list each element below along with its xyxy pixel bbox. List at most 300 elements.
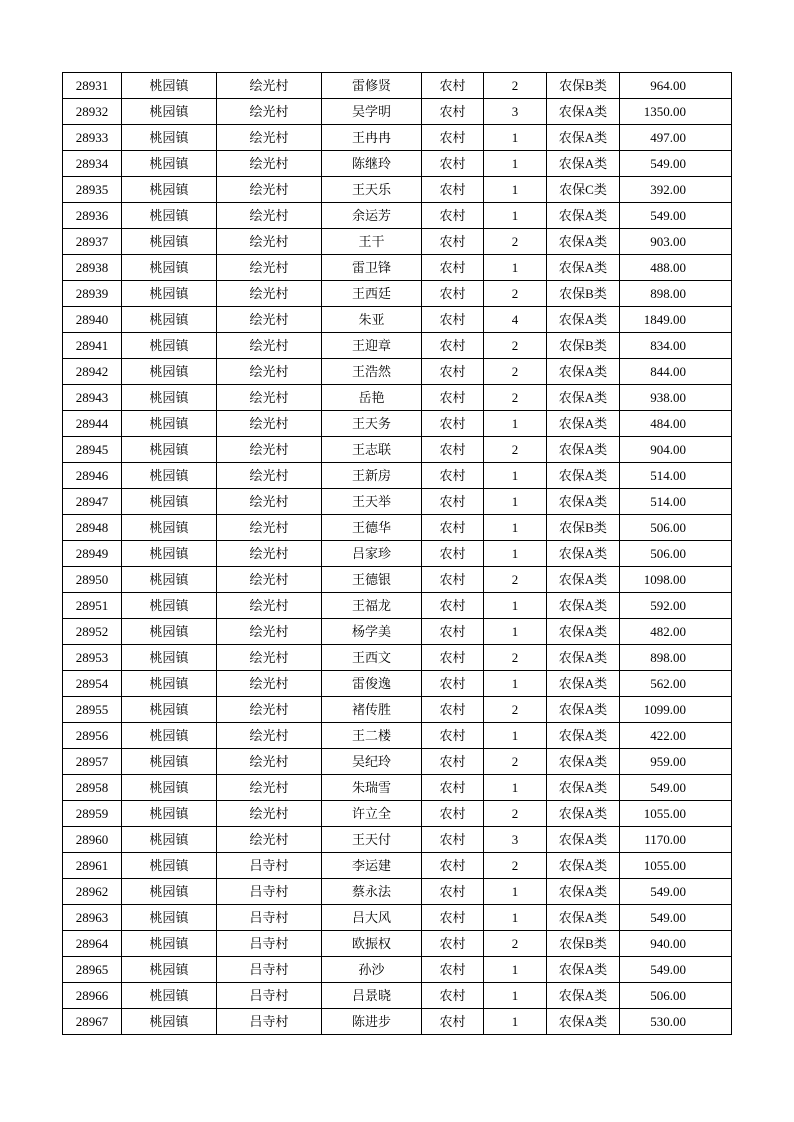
cell-record-id: 28944 xyxy=(63,411,122,437)
cell-category: 农村 xyxy=(422,177,484,203)
cell-village: 绘光村 xyxy=(217,697,322,723)
cell-insurance-type: 农保C类 xyxy=(547,177,620,203)
cell-town: 桃园镇 xyxy=(122,645,217,671)
cell-people-count: 2 xyxy=(484,359,547,385)
cell-person-name: 陈进步 xyxy=(322,1009,422,1035)
table-row xyxy=(63,177,732,203)
cell-amount: 1849.00 xyxy=(620,307,732,333)
cell-amount: 562.00 xyxy=(620,671,732,697)
cell-record-id: 28956 xyxy=(63,723,122,749)
cell-village: 绘光村 xyxy=(217,645,322,671)
cell-people-count: 1 xyxy=(484,723,547,749)
cell-category: 农村 xyxy=(422,333,484,359)
cell-people-count: 1 xyxy=(484,905,547,931)
table-row xyxy=(63,853,732,879)
cell-town: 桃园镇 xyxy=(122,307,217,333)
cell-amount: 959.00 xyxy=(620,749,732,775)
cell-people-count: 1 xyxy=(484,151,547,177)
cell-record-id: 28951 xyxy=(63,593,122,619)
cell-record-id: 28942 xyxy=(63,359,122,385)
table-row xyxy=(63,255,732,281)
cell-person-name: 王迎章 xyxy=(322,333,422,359)
table-row xyxy=(63,229,732,255)
cell-record-id: 28947 xyxy=(63,489,122,515)
cell-amount: 834.00 xyxy=(620,333,732,359)
cell-record-id: 28934 xyxy=(63,151,122,177)
cell-person-name: 雷修贤 xyxy=(322,73,422,99)
table-row xyxy=(63,385,732,411)
cell-village: 绘光村 xyxy=(217,463,322,489)
cell-village: 绘光村 xyxy=(217,671,322,697)
cell-record-id: 28938 xyxy=(63,255,122,281)
table-row xyxy=(63,723,732,749)
cell-category: 农村 xyxy=(422,645,484,671)
cell-amount: 898.00 xyxy=(620,645,732,671)
cell-town: 桃园镇 xyxy=(122,853,217,879)
cell-insurance-type: 农保A类 xyxy=(547,593,620,619)
cell-amount: 940.00 xyxy=(620,931,732,957)
cell-town: 桃园镇 xyxy=(122,931,217,957)
cell-town: 桃园镇 xyxy=(122,281,217,307)
cell-village: 绘光村 xyxy=(217,827,322,853)
cell-town: 桃园镇 xyxy=(122,567,217,593)
cell-insurance-type: 农保A类 xyxy=(547,99,620,125)
cell-person-name: 岳艳 xyxy=(322,385,422,411)
cell-person-name: 吕大风 xyxy=(322,905,422,931)
cell-insurance-type: 农保B类 xyxy=(547,73,620,99)
cell-village: 绘光村 xyxy=(217,229,322,255)
cell-category: 农村 xyxy=(422,801,484,827)
cell-record-id: 28955 xyxy=(63,697,122,723)
cell-record-id: 28963 xyxy=(63,905,122,931)
cell-village: 绘光村 xyxy=(217,99,322,125)
cell-category: 农村 xyxy=(422,151,484,177)
cell-record-id: 28962 xyxy=(63,879,122,905)
cell-people-count: 2 xyxy=(484,853,547,879)
cell-category: 农村 xyxy=(422,489,484,515)
cell-person-name: 雷卫锋 xyxy=(322,255,422,281)
cell-town: 桃园镇 xyxy=(122,749,217,775)
cell-amount: 514.00 xyxy=(620,463,732,489)
cell-village: 吕寺村 xyxy=(217,853,322,879)
table-row xyxy=(63,749,732,775)
cell-village: 绘光村 xyxy=(217,801,322,827)
cell-category: 农村 xyxy=(422,385,484,411)
cell-people-count: 1 xyxy=(484,1009,547,1035)
cell-town: 桃园镇 xyxy=(122,515,217,541)
table-row xyxy=(63,905,732,931)
cell-town: 桃园镇 xyxy=(122,99,217,125)
cell-insurance-type: 农保A类 xyxy=(547,541,620,567)
cell-village: 绘光村 xyxy=(217,541,322,567)
cell-people-count: 1 xyxy=(484,541,547,567)
cell-record-id: 28941 xyxy=(63,333,122,359)
cell-person-name: 雷俊逸 xyxy=(322,671,422,697)
cell-record-id: 28937 xyxy=(63,229,122,255)
cell-people-count: 2 xyxy=(484,229,547,255)
cell-person-name: 朱瑞雪 xyxy=(322,775,422,801)
cell-person-name: 褚传胜 xyxy=(322,697,422,723)
cell-people-count: 1 xyxy=(484,489,547,515)
cell-category: 农村 xyxy=(422,437,484,463)
cell-insurance-type: 农保A类 xyxy=(547,229,620,255)
cell-people-count: 1 xyxy=(484,125,547,151)
cell-category: 农村 xyxy=(422,775,484,801)
table-row xyxy=(63,879,732,905)
cell-person-name: 许立全 xyxy=(322,801,422,827)
cell-people-count: 1 xyxy=(484,879,547,905)
table-row xyxy=(63,99,732,125)
cell-town: 桃园镇 xyxy=(122,411,217,437)
cell-record-id: 28965 xyxy=(63,957,122,983)
cell-record-id: 28932 xyxy=(63,99,122,125)
cell-village: 绘光村 xyxy=(217,749,322,775)
cell-insurance-type: 农保A类 xyxy=(547,385,620,411)
cell-amount: 482.00 xyxy=(620,619,732,645)
cell-town: 桃园镇 xyxy=(122,879,217,905)
table-row xyxy=(63,567,732,593)
cell-town: 桃园镇 xyxy=(122,957,217,983)
cell-village: 吕寺村 xyxy=(217,931,322,957)
cell-village: 绘光村 xyxy=(217,281,322,307)
cell-person-name: 王干 xyxy=(322,229,422,255)
cell-town: 桃园镇 xyxy=(122,723,217,749)
cell-amount: 549.00 xyxy=(620,905,732,931)
cell-people-count: 2 xyxy=(484,567,547,593)
cell-category: 农村 xyxy=(422,723,484,749)
cell-people-count: 1 xyxy=(484,255,547,281)
cell-insurance-type: 农保A类 xyxy=(547,723,620,749)
cell-people-count: 1 xyxy=(484,515,547,541)
cell-amount: 1055.00 xyxy=(620,801,732,827)
cell-record-id: 28952 xyxy=(63,619,122,645)
cell-insurance-type: 农保A类 xyxy=(547,203,620,229)
table-row xyxy=(63,463,732,489)
cell-record-id: 28940 xyxy=(63,307,122,333)
cell-town: 桃园镇 xyxy=(122,177,217,203)
cell-village: 吕寺村 xyxy=(217,983,322,1009)
cell-person-name: 王二楼 xyxy=(322,723,422,749)
cell-people-count: 3 xyxy=(484,827,547,853)
cell-insurance-type: 农保A类 xyxy=(547,749,620,775)
cell-town: 桃园镇 xyxy=(122,359,217,385)
cell-amount: 898.00 xyxy=(620,281,732,307)
cell-record-id: 28933 xyxy=(63,125,122,151)
table-row xyxy=(63,1009,732,1035)
cell-category: 农村 xyxy=(422,671,484,697)
cell-record-id: 28931 xyxy=(63,73,122,99)
cell-people-count: 1 xyxy=(484,463,547,489)
cell-people-count: 3 xyxy=(484,99,547,125)
table-body xyxy=(63,73,732,1035)
cell-category: 农村 xyxy=(422,541,484,567)
cell-person-name: 王天乐 xyxy=(322,177,422,203)
cell-people-count: 1 xyxy=(484,177,547,203)
cell-village: 吕寺村 xyxy=(217,957,322,983)
cell-town: 桃园镇 xyxy=(122,619,217,645)
cell-insurance-type: 农保B类 xyxy=(547,515,620,541)
cell-record-id: 28936 xyxy=(63,203,122,229)
table-row xyxy=(63,281,732,307)
cell-insurance-type: 农保A类 xyxy=(547,983,620,1009)
cell-amount: 549.00 xyxy=(620,957,732,983)
cell-person-name: 吕家珍 xyxy=(322,541,422,567)
table-row xyxy=(63,801,732,827)
cell-insurance-type: 农保A类 xyxy=(547,255,620,281)
cell-people-count: 1 xyxy=(484,619,547,645)
cell-category: 农村 xyxy=(422,983,484,1009)
cell-record-id: 28958 xyxy=(63,775,122,801)
cell-category: 农村 xyxy=(422,957,484,983)
cell-category: 农村 xyxy=(422,99,484,125)
cell-people-count: 1 xyxy=(484,775,547,801)
cell-person-name: 王福龙 xyxy=(322,593,422,619)
cell-amount: 506.00 xyxy=(620,541,732,567)
cell-town: 桃园镇 xyxy=(122,1009,217,1035)
cell-amount: 904.00 xyxy=(620,437,732,463)
table-row xyxy=(63,983,732,1009)
cell-amount: 392.00 xyxy=(620,177,732,203)
cell-person-name: 王志联 xyxy=(322,437,422,463)
cell-record-id: 28949 xyxy=(63,541,122,567)
table-row xyxy=(63,957,732,983)
cell-village: 绘光村 xyxy=(217,151,322,177)
cell-category: 农村 xyxy=(422,203,484,229)
cell-people-count: 2 xyxy=(484,437,547,463)
cell-town: 桃园镇 xyxy=(122,463,217,489)
cell-insurance-type: 农保B类 xyxy=(547,281,620,307)
cell-village: 吕寺村 xyxy=(217,879,322,905)
cell-town: 桃园镇 xyxy=(122,541,217,567)
cell-amount: 549.00 xyxy=(620,203,732,229)
cell-people-count: 2 xyxy=(484,801,547,827)
cell-insurance-type: 农保A类 xyxy=(547,905,620,931)
cell-amount: 506.00 xyxy=(620,515,732,541)
cell-person-name: 王西廷 xyxy=(322,281,422,307)
cell-village: 绘光村 xyxy=(217,619,322,645)
cell-insurance-type: 农保A类 xyxy=(547,489,620,515)
cell-people-count: 1 xyxy=(484,957,547,983)
cell-amount: 484.00 xyxy=(620,411,732,437)
cell-person-name: 杨学美 xyxy=(322,619,422,645)
cell-amount: 497.00 xyxy=(620,125,732,151)
cell-people-count: 4 xyxy=(484,307,547,333)
cell-amount: 549.00 xyxy=(620,775,732,801)
cell-town: 桃园镇 xyxy=(122,593,217,619)
cell-category: 农村 xyxy=(422,1009,484,1035)
table-row xyxy=(63,593,732,619)
table-row xyxy=(63,203,732,229)
cell-category: 农村 xyxy=(422,697,484,723)
cell-record-id: 28948 xyxy=(63,515,122,541)
cell-insurance-type: 农保A类 xyxy=(547,957,620,983)
cell-village: 绘光村 xyxy=(217,567,322,593)
cell-village: 绘光村 xyxy=(217,125,322,151)
cell-amount: 1099.00 xyxy=(620,697,732,723)
cell-village: 绘光村 xyxy=(217,411,322,437)
cell-record-id: 28950 xyxy=(63,567,122,593)
cell-insurance-type: 农保A类 xyxy=(547,359,620,385)
cell-category: 农村 xyxy=(422,359,484,385)
cell-people-count: 2 xyxy=(484,73,547,99)
cell-amount: 488.00 xyxy=(620,255,732,281)
cell-record-id: 28953 xyxy=(63,645,122,671)
cell-insurance-type: 农保A类 xyxy=(547,775,620,801)
cell-category: 农村 xyxy=(422,827,484,853)
table-row xyxy=(63,775,732,801)
cell-people-count: 1 xyxy=(484,593,547,619)
table-row xyxy=(63,411,732,437)
cell-town: 桃园镇 xyxy=(122,385,217,411)
cell-person-name: 王天付 xyxy=(322,827,422,853)
cell-category: 农村 xyxy=(422,229,484,255)
cell-town: 桃园镇 xyxy=(122,801,217,827)
cell-record-id: 28935 xyxy=(63,177,122,203)
cell-insurance-type: 农保A类 xyxy=(547,125,620,151)
cell-amount: 938.00 xyxy=(620,385,732,411)
cell-category: 农村 xyxy=(422,515,484,541)
cell-town: 桃园镇 xyxy=(122,73,217,99)
cell-insurance-type: 农保A类 xyxy=(547,697,620,723)
cell-record-id: 28966 xyxy=(63,983,122,1009)
table-row xyxy=(63,359,732,385)
cell-record-id: 28943 xyxy=(63,385,122,411)
table-row xyxy=(63,619,732,645)
cell-category: 农村 xyxy=(422,619,484,645)
cell-insurance-type: 农保A类 xyxy=(547,671,620,697)
cell-person-name: 吴学明 xyxy=(322,99,422,125)
cell-record-id: 28946 xyxy=(63,463,122,489)
cell-person-name: 王天举 xyxy=(322,489,422,515)
table-row xyxy=(63,671,732,697)
cell-insurance-type: 农保B类 xyxy=(547,333,620,359)
table-row xyxy=(63,541,732,567)
cell-village: 绘光村 xyxy=(217,593,322,619)
cell-insurance-type: 农保A类 xyxy=(547,827,620,853)
cell-people-count: 2 xyxy=(484,749,547,775)
cell-insurance-type: 农保A类 xyxy=(547,1009,620,1035)
cell-town: 桃园镇 xyxy=(122,125,217,151)
table-row xyxy=(63,151,732,177)
cell-insurance-type: 农保A类 xyxy=(547,437,620,463)
cell-village: 绘光村 xyxy=(217,723,322,749)
cell-people-count: 2 xyxy=(484,333,547,359)
cell-village: 吕寺村 xyxy=(217,905,322,931)
cell-people-count: 1 xyxy=(484,983,547,1009)
cell-people-count: 1 xyxy=(484,411,547,437)
cell-record-id: 28954 xyxy=(63,671,122,697)
cell-village: 绘光村 xyxy=(217,307,322,333)
cell-amount: 506.00 xyxy=(620,983,732,1009)
cell-category: 农村 xyxy=(422,749,484,775)
cell-person-name: 欧振权 xyxy=(322,931,422,957)
cell-amount: 549.00 xyxy=(620,151,732,177)
cell-people-count: 2 xyxy=(484,697,547,723)
cell-town: 桃园镇 xyxy=(122,905,217,931)
cell-category: 农村 xyxy=(422,879,484,905)
cell-insurance-type: 农保A类 xyxy=(547,463,620,489)
cell-insurance-type: 农保A类 xyxy=(547,645,620,671)
cell-category: 农村 xyxy=(422,125,484,151)
table-row xyxy=(63,307,732,333)
cell-insurance-type: 农保B类 xyxy=(547,931,620,957)
cell-amount: 592.00 xyxy=(620,593,732,619)
cell-insurance-type: 农保A类 xyxy=(547,801,620,827)
table-row xyxy=(63,697,732,723)
cell-record-id: 28939 xyxy=(63,281,122,307)
table-row xyxy=(63,645,732,671)
cell-people-count: 1 xyxy=(484,203,547,229)
cell-people-count: 2 xyxy=(484,645,547,671)
cell-category: 农村 xyxy=(422,905,484,931)
cell-person-name: 吕景晓 xyxy=(322,983,422,1009)
cell-person-name: 蔡永法 xyxy=(322,879,422,905)
cell-insurance-type: 农保A类 xyxy=(547,619,620,645)
cell-record-id: 28964 xyxy=(63,931,122,957)
cell-village: 绘光村 xyxy=(217,489,322,515)
cell-record-id: 28961 xyxy=(63,853,122,879)
cell-town: 桃园镇 xyxy=(122,775,217,801)
cell-village: 绘光村 xyxy=(217,177,322,203)
cell-people-count: 1 xyxy=(484,671,547,697)
table-row xyxy=(63,73,732,99)
cell-person-name: 王德银 xyxy=(322,567,422,593)
cell-village: 绘光村 xyxy=(217,775,322,801)
cell-person-name: 王浩然 xyxy=(322,359,422,385)
cell-category: 农村 xyxy=(422,73,484,99)
cell-town: 桃园镇 xyxy=(122,333,217,359)
cell-person-name: 王天务 xyxy=(322,411,422,437)
cell-village: 绘光村 xyxy=(217,333,322,359)
cell-town: 桃园镇 xyxy=(122,489,217,515)
cell-record-id: 28967 xyxy=(63,1009,122,1035)
cell-insurance-type: 农保A类 xyxy=(547,567,620,593)
cell-record-id: 28960 xyxy=(63,827,122,853)
cell-category: 农村 xyxy=(422,307,484,333)
cell-person-name: 李运建 xyxy=(322,853,422,879)
cell-town: 桃园镇 xyxy=(122,983,217,1009)
cell-amount: 549.00 xyxy=(620,879,732,905)
cell-person-name: 王新房 xyxy=(322,463,422,489)
cell-amount: 530.00 xyxy=(620,1009,732,1035)
cell-amount: 1170.00 xyxy=(620,827,732,853)
cell-town: 桃园镇 xyxy=(122,671,217,697)
cell-people-count: 2 xyxy=(484,931,547,957)
cell-amount: 844.00 xyxy=(620,359,732,385)
cell-town: 桃园镇 xyxy=(122,697,217,723)
cell-amount: 514.00 xyxy=(620,489,732,515)
cell-town: 桃园镇 xyxy=(122,229,217,255)
cell-record-id: 28945 xyxy=(63,437,122,463)
table-row xyxy=(63,931,732,957)
cell-amount: 1350.00 xyxy=(620,99,732,125)
cell-village: 绘光村 xyxy=(217,359,322,385)
cell-town: 桃园镇 xyxy=(122,437,217,463)
cell-category: 农村 xyxy=(422,463,484,489)
cell-insurance-type: 农保A类 xyxy=(547,307,620,333)
table-row xyxy=(63,489,732,515)
cell-town: 桃园镇 xyxy=(122,827,217,853)
cell-amount: 1055.00 xyxy=(620,853,732,879)
cell-people-count: 2 xyxy=(484,385,547,411)
cell-category: 农村 xyxy=(422,281,484,307)
cell-record-id: 28957 xyxy=(63,749,122,775)
cell-town: 桃园镇 xyxy=(122,203,217,229)
cell-amount: 422.00 xyxy=(620,723,732,749)
cell-village: 绘光村 xyxy=(217,255,322,281)
cell-village: 绘光村 xyxy=(217,73,322,99)
cell-person-name: 余运芳 xyxy=(322,203,422,229)
